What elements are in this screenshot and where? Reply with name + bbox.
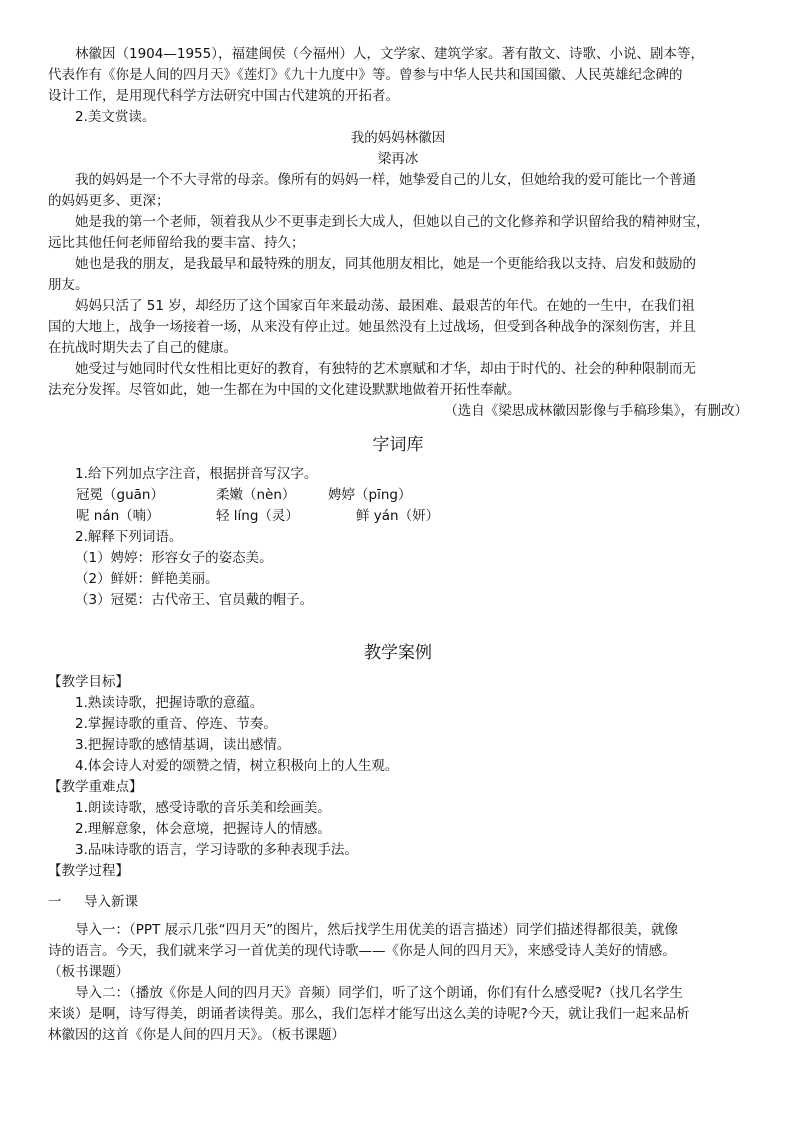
article-line: 妈妈只活了 51 岁，却经历了这个国家百年来最动荡、最困难、最艰苦的年代。在她的一生中，在我们祖 [75, 298, 695, 314]
intro-line: 设计工作，是用现代科学方法研究中国古代建筑的开拓者。 [48, 88, 399, 104]
goals-label: 【教学目标】 [48, 674, 129, 690]
intro-line: 林徽因（1904—1955），福建闽侯（今福州）人，文学家、建筑学家。著有散文、诗歌、小说、剧本等， [75, 46, 704, 62]
import-line: 林徽因的这首《你是人间的四月天》。（板书课题） [48, 1027, 345, 1043]
lesson-heading: 教学案例 [364, 643, 432, 663]
vocab-item: 冠冕（guān） [76, 487, 164, 503]
key-item: 1.朗读诗歌，感受诗歌的音乐美和绘画美。 [75, 800, 331, 816]
step-title: 导入新课 [84, 894, 138, 910]
vocab-item: 鲜 yán（妍） [356, 508, 440, 524]
goal-item: 2.掌握诗歌的重音、停连、节奏。 [75, 716, 277, 732]
goal-item: 4.体会诗人对爱的颂赞之情，树立积极向上的人生观。 [75, 758, 399, 774]
key-item: 2.理解意象，体会意境，把握诗人的情感。 [75, 821, 331, 837]
vocab-heading: 字词库 [372, 435, 424, 455]
keys-label: 【教学重难点】 [48, 779, 143, 795]
goal-item: 3.把握诗歌的感情基调，读出感情。 [75, 737, 291, 753]
vocab-question: 1.给下列加点字注音，根据拼音写汉字。 [75, 466, 318, 482]
import-line: 来谈）是啊，诗写得美，朗诵者读得美。那么，我们怎样才能写出这么美的诗呢?今天，就让我们一起来品析 [48, 1006, 690, 1022]
article-author: 梁再冰 [377, 151, 419, 167]
vocab-question: 2.解释下列词语。 [75, 529, 183, 545]
article-line: 国的大地上，战争一场接着一场，从来没有停止过。她虽然没有上过战场，但受到各种战争的深刻伤害，并且 [48, 319, 696, 335]
key-item: 3.品味诗歌的语言，学习诗歌的多种表现手法。 [75, 842, 358, 858]
vocab-definition: （1）娉婷：形容女子的姿态美。 [75, 550, 273, 566]
section-label: 2.美文赏读。 [75, 109, 156, 125]
intro-line: 代表作有《你是人间的四月天》《莲灯》《九十九度中》等。曾参与中华人民共和国国徽、人民英雄纪念碑的 [48, 67, 683, 83]
vocab-definition: （3）冠冕：古代帝王、官员戴的帽子。 [75, 592, 314, 608]
process-label: 【教学过程】 [48, 863, 129, 879]
step-number: 一 [48, 894, 62, 910]
vocab-item: 娉婷（pīng） [328, 487, 412, 503]
article-line: 远比其他任何老师留给我的要丰富、持久； [48, 235, 305, 251]
article-line: 法充分发挥。尽管如此，她一生都在为中国的文化建设默默地做着开拓性奉献。 [48, 382, 521, 398]
article-title: 我的妈妈林徽因 [350, 130, 446, 146]
import-line: 诗的语言。今天，我们就来学习一首优美的现代诗歌——《你是人间的四月天》，来感受诗人美好的情感。 [48, 943, 676, 959]
import-line: 导入一：（PPT 展示几张“四月天”的图片，然后找学生用优美的语言描述）同学们描述得都很美，就像 [75, 922, 679, 938]
vocab-definition: （2）鲜妍：鲜艳美丽。 [75, 571, 219, 587]
vocab-item: 柔嫩（nèn） [216, 487, 296, 503]
vocab-item: 轻 líng（灵） [216, 508, 299, 524]
article-line: 在抗战时期失去了自己的健康。 [48, 340, 237, 356]
import-line: （板书课题） [48, 964, 129, 980]
import-line: 导入二：（播放《你是人间的四月天》音频）同学们，听了这个朗诵，你们有什么感受呢?（找几名学生 [75, 985, 683, 1001]
article-line: 她也是我的朋友，是我最早和最特殊的朋友，同其他朋友相比，她是一个更能给我以支持、启发和鼓励的 [75, 256, 696, 272]
vocab-item: 呢 nán（喃） [76, 508, 160, 524]
article-line: 我的妈妈是一个不大寻常的母亲。像所有的妈妈一样，她挚爱自己的儿女，但她给我的爱可能比一个普通 [75, 172, 696, 188]
goal-item: 1.熟读诗歌，把握诗歌的意蕴。 [75, 695, 264, 711]
article-line: 她受过与她同时代女性相比更好的教育，有独特的艺术禀赋和才华，却由于时代的、社会的种种限制而无 [75, 361, 696, 377]
article-line: 她是我的第一个老师，领着我从少不更事走到长大成人，但她以自己的文化修养和学识留给我的精神财宝， [75, 214, 710, 230]
article-line: 朋友。 [48, 277, 89, 293]
article-source: （选自《梁思成林徽因影像与手稿珍集》，有删改） [444, 403, 748, 419]
article-line: 的妈妈更多、更深； [48, 193, 170, 209]
